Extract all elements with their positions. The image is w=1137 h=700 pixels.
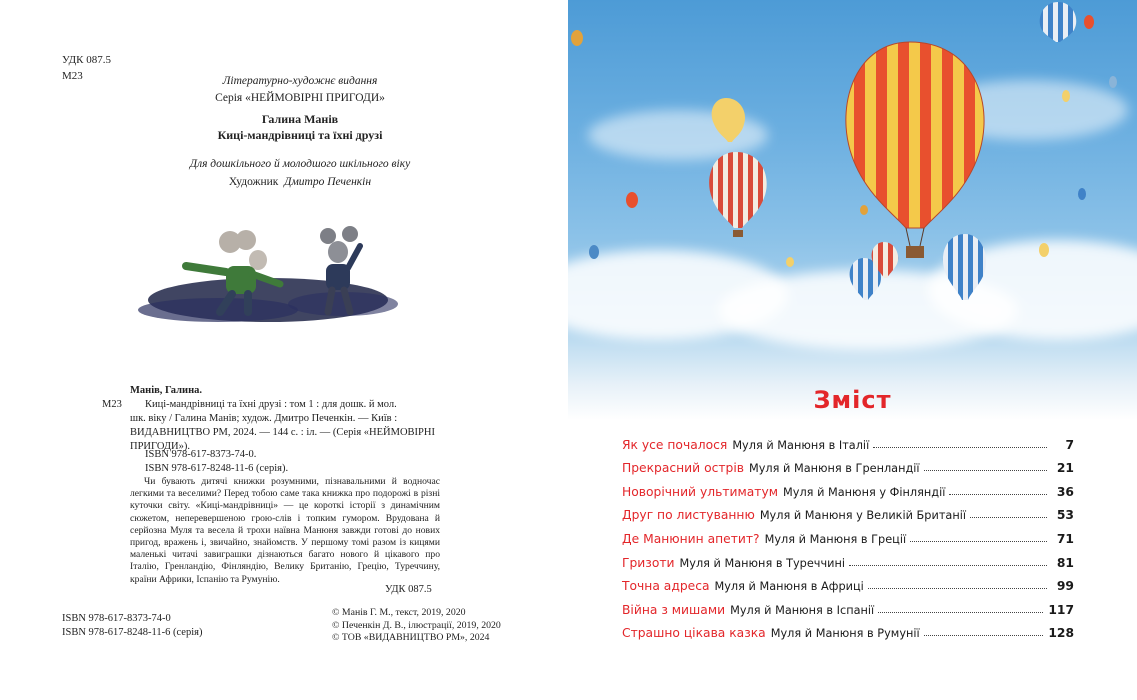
toc-leader [873,447,1047,448]
toc-entry-subtitle: Муля й Манюня в Греції [764,532,907,546]
catalog-isbn: ISBN 978-617-8373-74-0. ISBN 978-617-8248-11-6 (серія). [145,449,289,474]
toc-leader [924,635,1044,636]
toc-entry-page: 36 [1056,484,1074,499]
audience: Для дошкільного й молодшого шкільного віку [189,158,411,170]
illustrator-name: Дмитро Печенкін [284,176,372,188]
illustrator-label: Художник [228,176,279,188]
catalog-description: Киці-мандрівниці та їхні друзі : том 1 : для дошк. й мол. [145,399,397,410]
table-of-contents [622,428,1074,640]
toc-entry[interactable] [622,499,1074,523]
toc-entry[interactable] [622,617,1074,641]
toc-entry-title: Друг по листуванню [622,508,755,523]
series: Серія «НЕЙМОВІРНІ ПРИГОДИ» [215,92,385,104]
toc-entry-subtitle: Муля й Манюня в Румунії [770,627,920,641]
annotation: Чи бувають дитячі книжки розумними, пізнавальними й водночас легкими та веселими? Перед тобою саме така книжка про подорожі в різні куточки світу. «Киці-мандрівниці» — це короткі історії з динамічним сюжетом, неперевершеною грою-слів і топким гумором. Врудована й серйозна Муля та весела й трохи наївна Манюня завжди готові до нових пригод, вражень і, звичайно, знайомств. У першому томі разом із кицями маленькі читачі завиграшки дізнаються багато нового й цікавого про Італію, Гренландію, Фінляндію, Велику Британію, Грецію, Туреччину, країни Африки, Іспанію та Румунію. [130,476,440,585]
author-code: М23 [62,70,83,82]
genre: Літературно-художнє видання [222,75,378,87]
toc-leader [910,541,1047,542]
toc-entry-subtitle: Муля й Манюня в Африці [714,580,864,594]
toc-entry-page: 128 [1048,626,1074,641]
toc-entry-page: 7 [1065,437,1074,452]
toc-entry-title: Де Манюнин апетит? [622,531,760,546]
toc-entry[interactable] [622,570,1074,594]
toc-leader [878,612,1043,613]
balloons-illustration [568,0,1137,330]
toc-entry-title: Гризоти [622,555,675,570]
toc-entry[interactable] [622,546,1074,570]
udk-header [62,52,111,84]
toc-entry[interactable] [622,475,1074,499]
toc-entry-title: Як усе почалося [622,437,728,452]
toc-leader [924,470,1047,471]
toc-entry-title: Війна з мишами [622,602,726,617]
author: Галина Манів [261,112,339,126]
toc-entry[interactable] [622,452,1074,476]
toc-entry-title: Точна адреса [622,579,710,594]
toc-entry-subtitle: Муля й Манюня в Туреччині [679,556,845,570]
catalog-description-cont: шк. віку / Галина Манів; худож. Дмитро Печенкін. — Київ : ВИДАВНИЦТВО РМ, 2024. — 144 с. : іл. — (Серія «НЕЙМОВІРНІ ПРИГОДИ»). [130,413,435,452]
book-title: Киці-мандрівниці та їхні друзі [217,128,383,142]
left-page [0,0,568,700]
toc-entry-page: 53 [1056,508,1074,523]
toc-entry-title: Новорічний ультиматум [622,484,779,499]
toc-entry[interactable] [622,428,1074,452]
toc-entry-page: 71 [1056,531,1074,546]
toc-leader [849,565,1047,566]
toc-entry[interactable] [622,522,1074,546]
illustrator-line [150,176,450,188]
udk-footer: УДК 087.5 [385,584,432,595]
toc-entry-subtitle: Муля й Манюня у Великій Британії [759,509,966,523]
toc-entry-subtitle: Муля й Манюня в Італії [732,438,870,452]
toc-entry-page: 99 [1056,579,1074,594]
isbn-footer: ISBN 978-617-8373-74-0 ISBN 978-617-8248-11-6 (серія) [62,613,203,638]
toc-entry-subtitle: Муля й Манюня в Гренландії [749,462,920,476]
toc-entry-page: 81 [1056,555,1074,570]
toc-entry-title: Страшно цікава казка [622,626,766,641]
catalog-code: М23 [102,399,122,410]
toc-entry[interactable] [622,593,1074,617]
toc-entry-page: 21 [1056,461,1074,476]
catalog-author-heading: Манів, Галина. [130,385,203,396]
toc-entry-subtitle: Муля й Манюня у Фінляндії [783,485,946,499]
toc-entry-subtitle: Муля й Манюня в Іспанії [730,603,875,617]
toc-entry-page: 117 [1048,602,1074,617]
toc-title: Зміст [813,386,892,414]
toc-entry-title: Прекрасний острів [622,461,744,476]
toc-leader [949,494,1047,495]
toc-leader [868,588,1047,589]
toc-leader [970,517,1047,518]
copyright: © Манів Г. М., текст, 2019, 2020 © Печенкін Д. В., ілюстрації, 2019, 2020 © ТОВ «ВИДАВНИЦТВО РМ», 2024 [332,607,501,643]
mice-illustration [128,222,418,342]
udk-code: УДК 087.5 [62,54,112,66]
